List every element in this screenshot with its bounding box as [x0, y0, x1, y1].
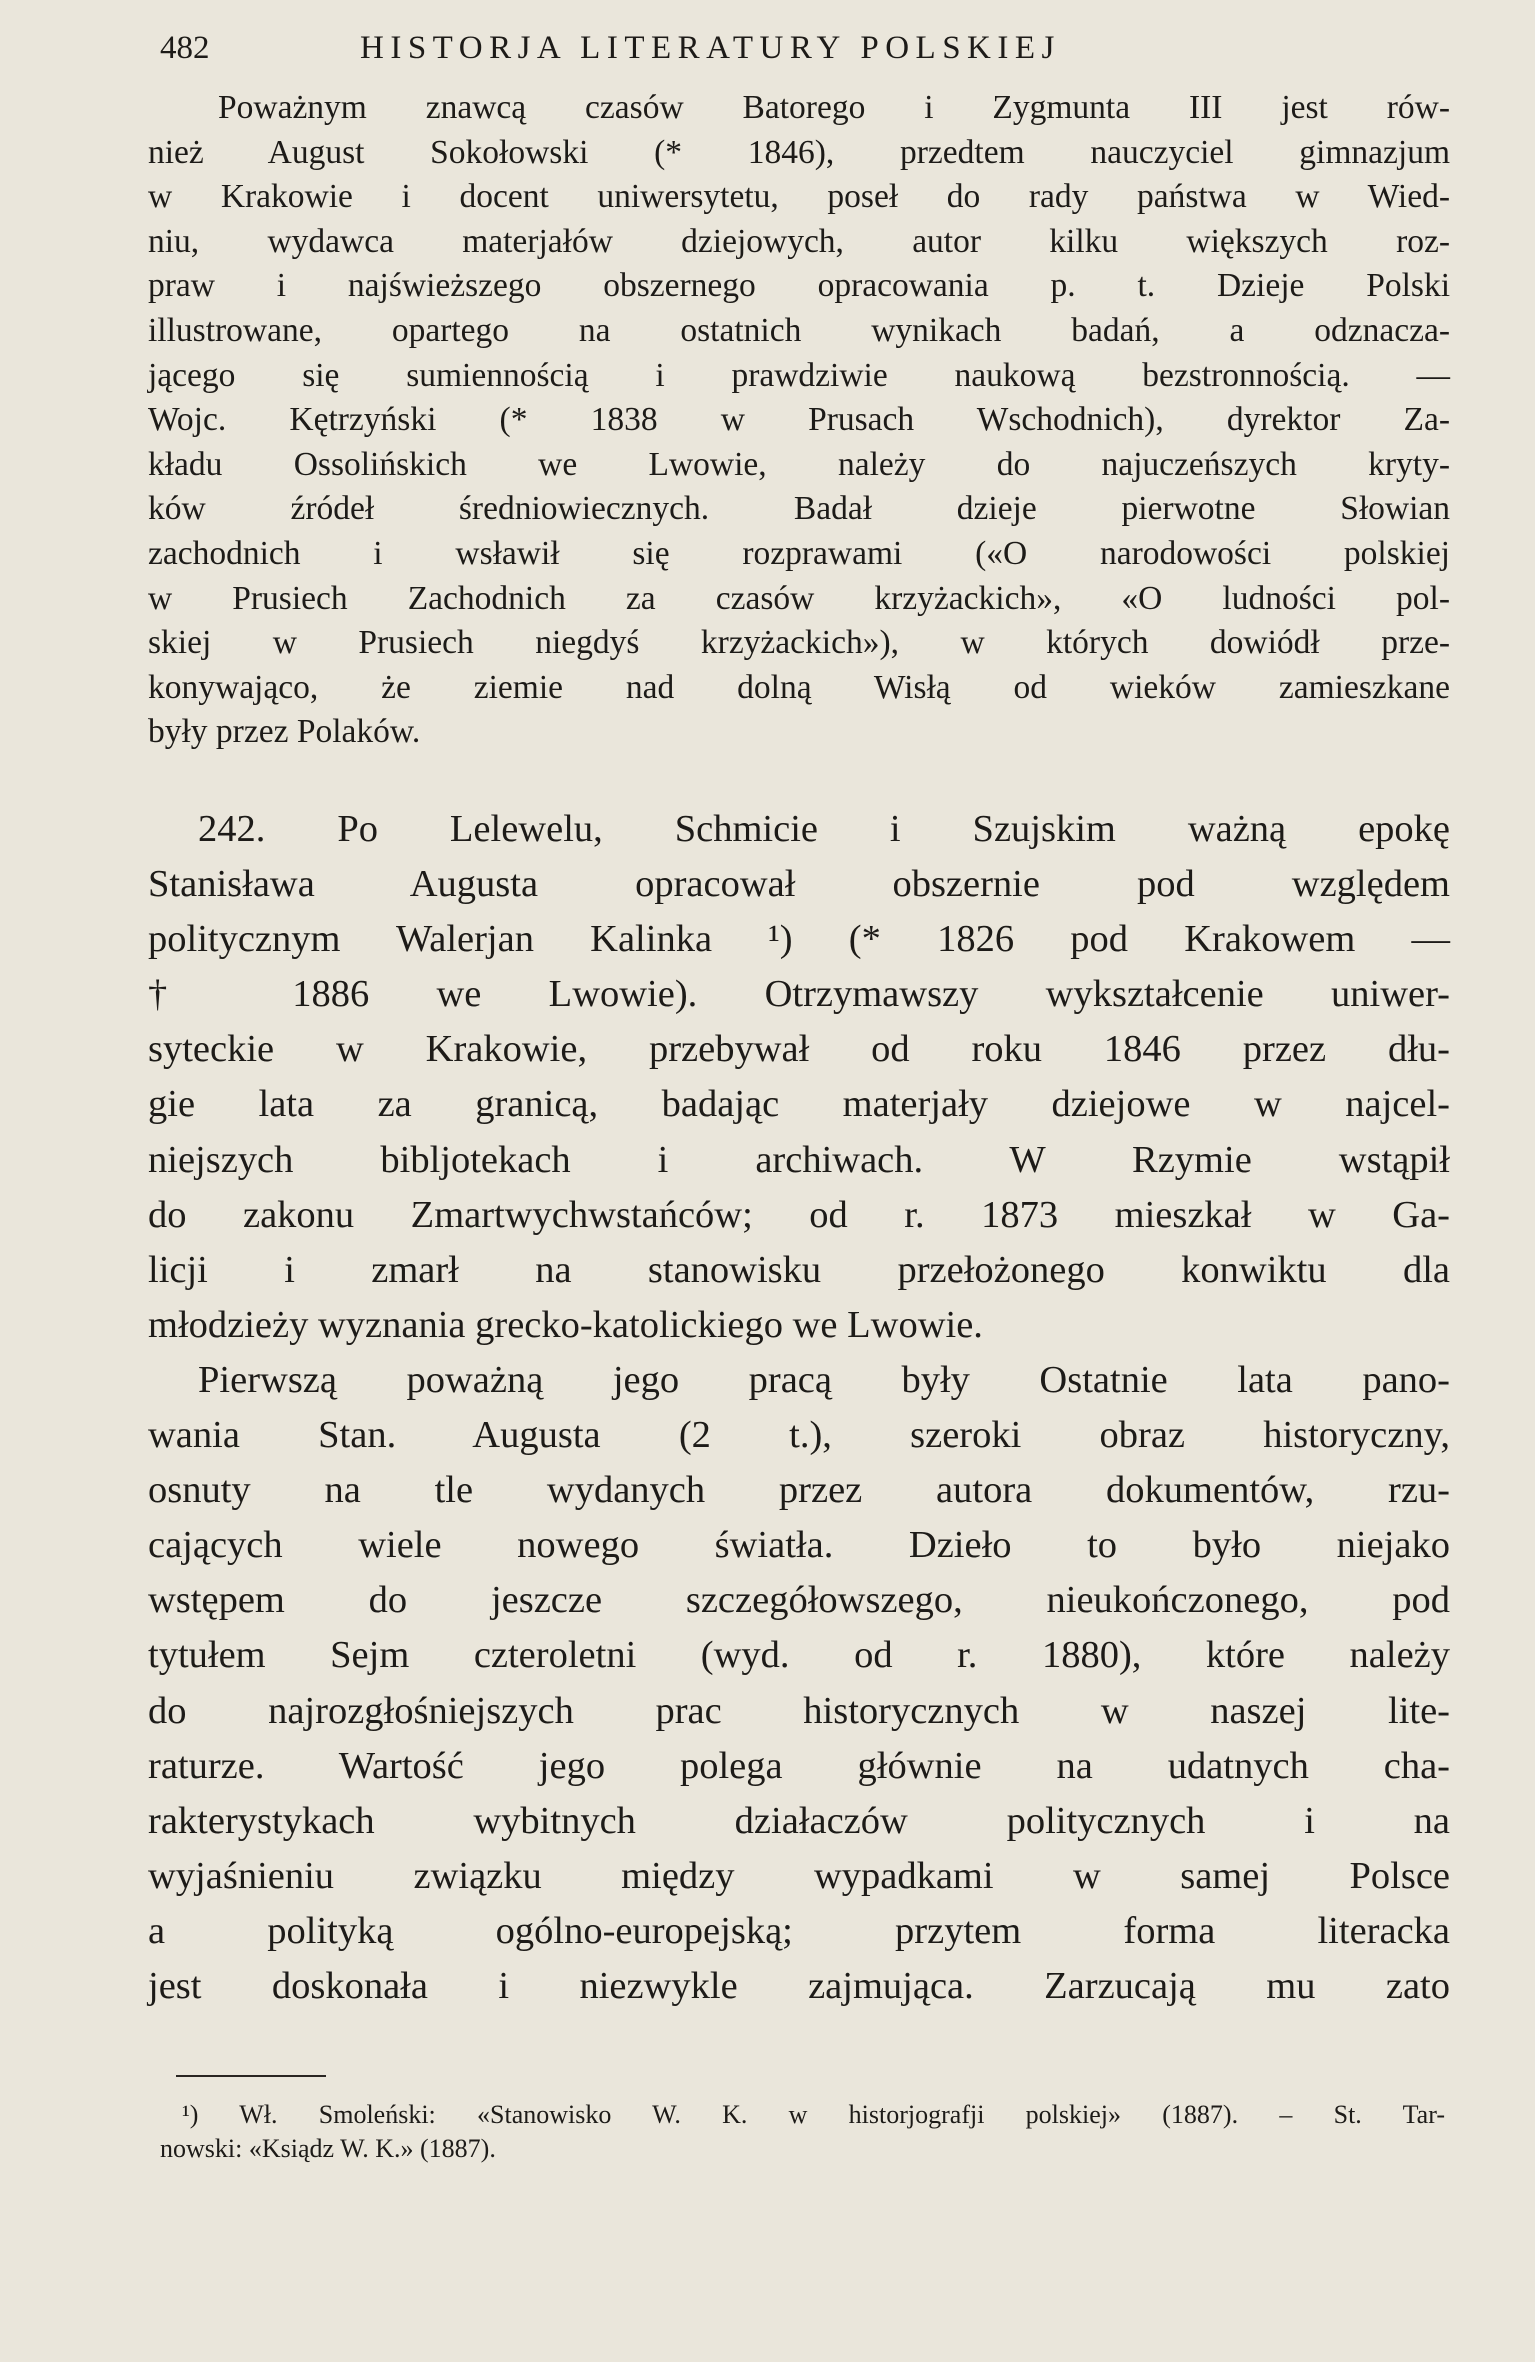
- text-line: ków źródeł średniowiecznych. Badał dzieje pierwotne Słowian: [148, 490, 1450, 528]
- section-242: [148, 802, 1450, 2014]
- text-line: tytułem Sejm czteroletni (wyd. od r. 1880), które należy: [148, 1634, 1450, 1677]
- page-header: [160, 26, 1450, 70]
- footnote-divider: [176, 2075, 326, 2077]
- text-line: Stanisława Augusta opracował obszernie pod względem: [148, 863, 1450, 906]
- text-line: † 1886 we Lwowie). Otrzymawszy wykształcenie uniwer-: [148, 973, 1450, 1016]
- text-line: illustrowane, opartego na ostatnich wynikach badań, a odznacza-: [148, 311, 1450, 349]
- text-line: rakterystykach wybitnych działaczów politycznych i na: [148, 1799, 1450, 1842]
- text-line: wania Stan. Augusta (2 t.), szeroki obraz historyczny,: [148, 1414, 1450, 1457]
- text-line: 242. Po Lelewelu, Schmicie i Szujskim ważną epokę: [198, 808, 1450, 850]
- text-line: konywająco, że ziemie nad dolną Wisłą od wieków zamieszkane: [148, 668, 1450, 706]
- text-line: cających wiele nowego światła. Dzieło to było niejako: [148, 1524, 1450, 1567]
- text-line: były przez Polaków.: [148, 713, 421, 751]
- footnote-line: ¹) Wł. Smoleński: «Stanowisko W. K. w historjografji polskiej» (1887). – St. Tar-: [182, 2100, 1445, 2129]
- text-line: licji i zmarł na stanowisku przełożonego konwiktu dla: [148, 1248, 1450, 1291]
- text-line: osnuty na tle wydanych przez autora dokumentów, rzu-: [148, 1469, 1450, 1512]
- text-line: zachodnich i wsławił się rozprawami («O narodowości polskiej: [148, 534, 1450, 572]
- page-number: 482: [160, 30, 210, 66]
- running-title: HISTORJA LITERATURY POLSKIEJ: [360, 30, 1061, 66]
- text-line: w Krakowie i docent uniwersytetu, poseł do rady państwa w Wied-: [148, 178, 1450, 216]
- text-line: Poważnym znawcą czasów Batorego i Zygmunta III jest rów-: [218, 89, 1450, 126]
- text-line: jącego się sumiennością i prawdziwie naukową bezstronnością. —: [148, 356, 1450, 394]
- text-line: młodzieży wyznania grecko-katolickiego we Lwowie.: [148, 1303, 983, 1346]
- text-line: Wojc. Kętrzyński (* 1838 w Prusach Wschodnich), dyrektor Za-: [148, 401, 1450, 439]
- footnote-line: nowski: «Ksiądz W. K.» (1887).: [160, 2134, 496, 2163]
- text-line: gie lata za granicą, badając materjały dziejowe w najcel-: [148, 1083, 1450, 1126]
- paragraph-sokolowski-ketrzynski: [148, 86, 1450, 755]
- text-line: nież August Sokołowski (* 1846), przedtem nauczyciel gimnazjum: [148, 133, 1450, 171]
- text-line: raturze. Wartość jego polega głównie na udatnych cha-: [148, 1744, 1450, 1787]
- text-line: do zakonu Zmartwychwstańców; od r. 1873 mieszkał w Ga-: [148, 1193, 1450, 1236]
- text-line: syteckie w Krakowie, przebywał od roku 1846 przez dłu-: [148, 1028, 1450, 1071]
- text-line: politycznym Walerjan Kalinka ¹) (* 1826 pod Krakowem —: [148, 918, 1450, 961]
- text-line: wstępem do jeszcze szczegółowszego, nieukończonego, pod: [148, 1579, 1450, 1622]
- text-line: niu, wydawca materjałów dziejowych, autor kilku większych roz-: [148, 222, 1450, 260]
- text-line: do najrozgłośniejszych prac historycznych w naszej lite-: [148, 1689, 1450, 1732]
- footnote: [160, 2098, 1445, 2166]
- text-line: niejszych bibljotekach i archiwach. W Rzymie wstąpił: [148, 1138, 1450, 1181]
- text-line: a polityką ogólno-europejską; przytem forma literacka: [148, 1909, 1450, 1952]
- text-line: jest doskonała i niezwykle zajmująca. Zarzucają mu zato: [148, 1964, 1450, 2007]
- text-line: wyjaśnieniu związku między wypadkami w samej Polsce: [148, 1854, 1450, 1897]
- text-line: kładu Ossolińskich we Lwowie, należy do najuczeńszych kryty-: [148, 445, 1450, 483]
- text-line: praw i najświeższego obszernego opracowania p. t. Dzieje Polski: [148, 267, 1450, 305]
- text-line: w Prusiech Zachodnich za czasów krzyżackich», «O ludności pol-: [148, 579, 1450, 617]
- text-line: Pierwszą poważną jego pracą były Ostatnie lata pano-: [198, 1358, 1450, 1401]
- text-line: skiej w Prusiech niegdyś krzyżackich»), w których dowiódł prze-: [148, 624, 1450, 662]
